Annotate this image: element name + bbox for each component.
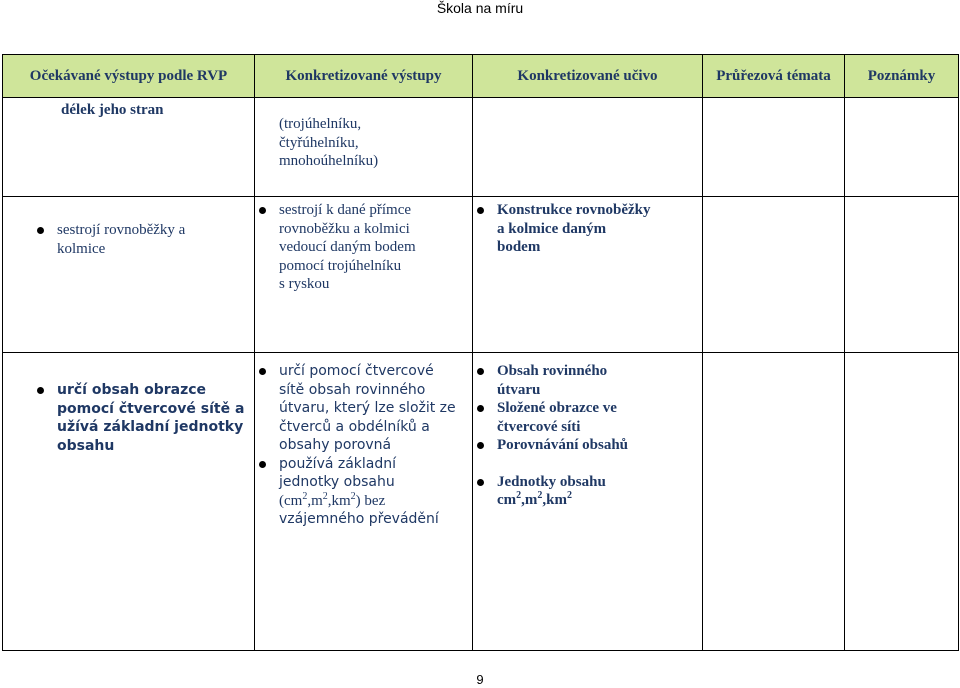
content-line: a kolmice daným xyxy=(497,220,607,237)
content-line: Konstrukce rovnoběžky xyxy=(497,202,651,218)
rvp-line: sestrojí rovnoběžky a xyxy=(57,222,186,238)
content-item xyxy=(473,399,702,436)
content-line: bodem xyxy=(497,239,541,255)
outputs-line: sítě obsah rovinného xyxy=(279,381,426,398)
column-header-notes: Poznámky xyxy=(845,55,959,98)
rvp-item xyxy=(33,221,254,258)
column-header-rvp: Očekávané výstupy podle RVP xyxy=(3,55,255,98)
outputs-line: vzájemného převádění xyxy=(279,511,439,527)
cell-rvp xyxy=(3,197,255,353)
rvp-line: určí obsah obrazce xyxy=(57,382,207,398)
units-line: $(cm^2,m^2,km^2)$ bez xyxy=(279,490,386,509)
units-line: $cm^2,m^2,km^2$ xyxy=(497,490,572,508)
outputs-item xyxy=(255,201,472,294)
content-line: Porovnávání obsahů xyxy=(497,437,629,453)
content-item xyxy=(473,201,702,257)
cell-cross-topics xyxy=(703,98,845,197)
table-row xyxy=(3,197,959,353)
outputs-line: pomocí trojúhelníku xyxy=(279,257,402,274)
rvp-line: pomocí čtvercové sítě a xyxy=(57,400,245,417)
rvp-line: užívá základní jednotky xyxy=(57,419,244,435)
cell-content xyxy=(473,353,703,651)
cell-content xyxy=(473,98,703,197)
rvp-line: obsahu xyxy=(57,437,115,454)
cell-outputs xyxy=(255,353,473,651)
column-header-content: Konkretizované učivo xyxy=(473,55,703,98)
page-header: Škola na míru xyxy=(436,0,524,16)
curriculum-table xyxy=(2,54,959,651)
content-line: útvaru xyxy=(497,381,541,398)
cell-notes xyxy=(845,353,959,651)
outputs-line: obsahy porovná xyxy=(279,437,392,453)
cell-notes xyxy=(845,98,959,197)
rvp-line: kolmice xyxy=(57,240,106,257)
cell-content xyxy=(473,197,703,353)
table-row xyxy=(3,353,959,651)
outputs-line: mnohoúhelníku) xyxy=(279,153,379,169)
outputs-line: rovnoběžku a kolmici xyxy=(279,220,410,237)
outputs-line: čtyřúhelníku, xyxy=(279,134,359,151)
outputs-line: (trojúhelníku, xyxy=(279,116,362,132)
cell-cross-topics xyxy=(703,353,845,651)
table-header-row xyxy=(3,55,959,98)
cell-cross-topics xyxy=(703,197,845,353)
content-line: Obsah rovinného xyxy=(497,363,608,379)
content-item xyxy=(473,362,702,399)
cell-rvp xyxy=(3,353,255,651)
content-item xyxy=(473,473,702,510)
page-number: 9 xyxy=(476,672,484,687)
content-line: čtvercové síti xyxy=(497,418,581,435)
content-item xyxy=(473,436,702,455)
content-line: Jednotky obsahu xyxy=(497,473,606,490)
outputs-line: útvaru, který lze složit ze xyxy=(279,400,456,416)
outputs-line: čtverců a obdélníků a xyxy=(279,418,430,435)
rvp-item xyxy=(33,381,254,455)
outputs-line: s ryskou xyxy=(279,276,330,292)
outputs-line: vedoucí daným bodem xyxy=(279,239,416,255)
table-row xyxy=(3,98,959,197)
cell-outputs xyxy=(255,197,473,353)
outputs-item xyxy=(255,362,472,455)
cell-rvp xyxy=(3,98,255,197)
column-header-outputs: Konkretizované výstupy xyxy=(255,55,473,98)
outputs-line: používá základní xyxy=(279,455,397,472)
outputs-line: určí pomocí čtvercové xyxy=(279,363,434,379)
outputs-line: sestrojí k dané přímce xyxy=(279,202,412,218)
outputs-line: jednotky obsahu xyxy=(279,474,395,490)
column-header-cross-topics: Průřezová témata xyxy=(703,55,845,98)
outputs-item xyxy=(255,455,472,529)
cell-outputs xyxy=(255,98,473,197)
content-line: Složené obrazce ve xyxy=(497,400,617,416)
rvp-text: délek jeho stran xyxy=(61,102,164,118)
cell-notes xyxy=(845,197,959,353)
